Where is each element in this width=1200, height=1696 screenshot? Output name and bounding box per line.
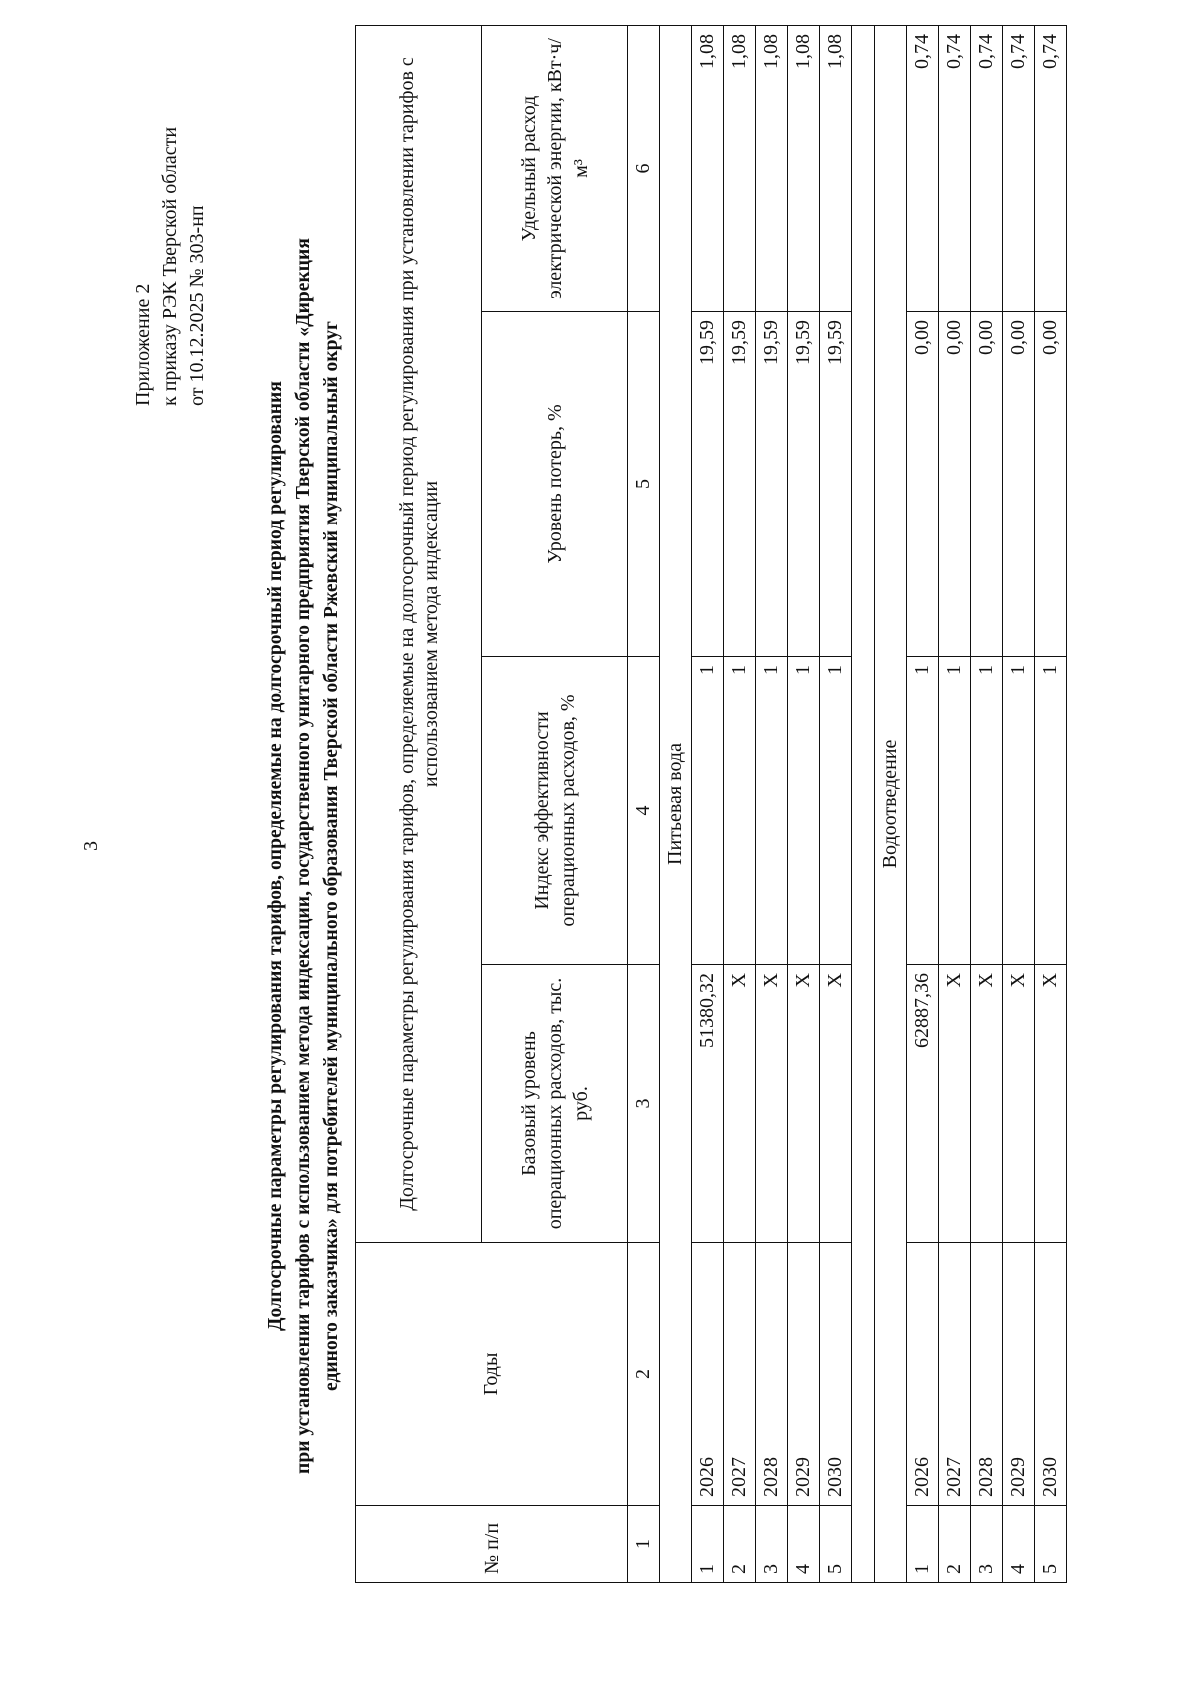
cell-loss: 0,00 [907, 312, 939, 657]
document-title [262, 46, 346, 1666]
header-energy-consumption: Удельный расход электрической энергии, кВт·ч/м³ [482, 25, 628, 311]
section-title: Водоотведение [875, 25, 907, 1582]
cell-year: 2028 [756, 1243, 788, 1506]
table-row [756, 25, 788, 1582]
cell-energy: 0,74 [1003, 25, 1035, 311]
table-row [1003, 25, 1035, 1582]
header-efficiency-index: Индекс эффективности операционных расходов, % [482, 657, 628, 965]
table-row [820, 25, 852, 1582]
cell-no: 1 [692, 1506, 724, 1583]
column-index: 4 [628, 657, 660, 965]
cell-efficiency: 1 [907, 657, 939, 965]
cell-year: 2030 [820, 1243, 852, 1506]
cell-loss: 0,00 [1003, 312, 1035, 657]
header-years: Годы [356, 1243, 628, 1506]
cell-efficiency: 1 [692, 657, 724, 965]
cell-base-opex: X [1035, 965, 1067, 1243]
cell-no: 3 [971, 1506, 1003, 1583]
cell-year: 2028 [971, 1243, 1003, 1506]
cell-energy: 0,74 [1035, 25, 1067, 311]
cell-no: 1 [907, 1506, 939, 1583]
cell-base-opex: X [971, 965, 1003, 1243]
spacer-row [852, 25, 875, 1582]
cell-year: 2026 [692, 1243, 724, 1506]
cell-energy: 0,74 [939, 25, 971, 311]
cell-energy: 1,08 [820, 25, 852, 311]
cell-energy: 0,74 [907, 25, 939, 311]
cell-base-opex: 51380,32 [692, 965, 724, 1243]
cell-no: 2 [724, 1506, 756, 1583]
cell-efficiency: 1 [1003, 657, 1035, 965]
cell-base-opex: 62887,36 [907, 965, 939, 1243]
section-title: Питьевая вода [660, 25, 692, 1582]
cell-year: 2030 [1035, 1243, 1067, 1506]
cell-year: 2027 [724, 1243, 756, 1506]
column-index: 3 [628, 965, 660, 1243]
cell-energy: 1,08 [788, 25, 820, 311]
column-index: 2 [628, 1243, 660, 1506]
spacer-cell [852, 25, 875, 1582]
table-row [788, 25, 820, 1582]
cell-loss: 19,59 [756, 312, 788, 657]
cell-energy: 0,74 [971, 25, 1003, 311]
appendix-line: к приказу РЭК Тверской области [159, 126, 181, 406]
cell-loss: 19,59 [788, 312, 820, 657]
cell-efficiency: 1 [756, 657, 788, 965]
table-row [1035, 25, 1067, 1582]
cell-efficiency: 1 [724, 657, 756, 965]
table-row [907, 25, 939, 1582]
appendix-line: Приложение 2 [132, 283, 154, 406]
title-line: единого заказчика» для потребителей муниципального образования Тверской области Ржевский муниципальный округ [321, 321, 342, 1391]
title-line: при установлении тарифов с использованием метода индексации, государственного унитарного предприятия Тверской области «Дирекция [293, 238, 314, 1474]
table-row [692, 25, 724, 1582]
header-loss-level: Уровень потерь, % [482, 312, 628, 657]
cell-energy: 1,08 [724, 25, 756, 311]
cell-energy: 1,08 [756, 25, 788, 311]
cell-no: 5 [820, 1506, 852, 1583]
column-index: 6 [628, 25, 660, 311]
cell-loss: 19,59 [724, 312, 756, 657]
title-line: Долгосрочные параметры регулирования тарифов, определяемые на долгосрочный период регулирования [265, 381, 286, 1331]
cell-no: 2 [939, 1506, 971, 1583]
cell-efficiency: 1 [788, 657, 820, 965]
cell-year: 2026 [907, 1243, 939, 1506]
table-row [939, 25, 971, 1582]
cell-efficiency: 1 [971, 657, 1003, 965]
cell-base-opex: X [724, 965, 756, 1243]
appendix-line: от 10.12.2025 № 303-нп [186, 205, 208, 406]
cell-loss: 0,00 [1035, 312, 1067, 657]
cell-base-opex: X [1003, 965, 1035, 1243]
cell-year: 2029 [788, 1243, 820, 1506]
cell-base-opex: X [788, 965, 820, 1243]
cell-loss: 0,00 [939, 312, 971, 657]
cell-year: 2029 [1003, 1243, 1035, 1506]
section-row-drinking-water [660, 25, 692, 1582]
cell-no: 5 [1035, 1506, 1067, 1583]
cell-no: 4 [788, 1506, 820, 1583]
cell-efficiency: 1 [939, 657, 971, 965]
cell-efficiency: 1 [1035, 657, 1067, 965]
header-group: Долгосрочные параметры регулирования тарифов, определяемые на долгосрочный период регулирования при установлении тарифов с использованием метода индексации [356, 25, 482, 1242]
header-no: № п/п [356, 1506, 628, 1583]
cell-no: 3 [756, 1506, 788, 1583]
cell-base-opex: X [820, 965, 852, 1243]
cell-base-opex: X [939, 965, 971, 1243]
cell-year: 2027 [939, 1243, 971, 1506]
cell-loss: 19,59 [820, 312, 852, 657]
column-index: 5 [628, 312, 660, 657]
table-row [971, 25, 1003, 1582]
table-row [724, 25, 756, 1582]
cell-no: 4 [1003, 1506, 1035, 1583]
cell-energy: 1,08 [692, 25, 724, 311]
cell-efficiency: 1 [820, 657, 852, 965]
header-base-opex: Базовый уровень операционных расходов, тыс. руб. [482, 965, 628, 1243]
column-index-row [628, 25, 660, 1582]
column-index: 1 [628, 1506, 660, 1583]
parameters-table [355, 25, 1067, 1583]
cell-loss: 0,00 [971, 312, 1003, 657]
section-row-wastewater [875, 25, 907, 1582]
appendix-block [130, 127, 211, 406]
cell-base-opex: X [756, 965, 788, 1243]
page-number: 3 [80, 841, 102, 851]
cell-loss: 19,59 [692, 312, 724, 657]
